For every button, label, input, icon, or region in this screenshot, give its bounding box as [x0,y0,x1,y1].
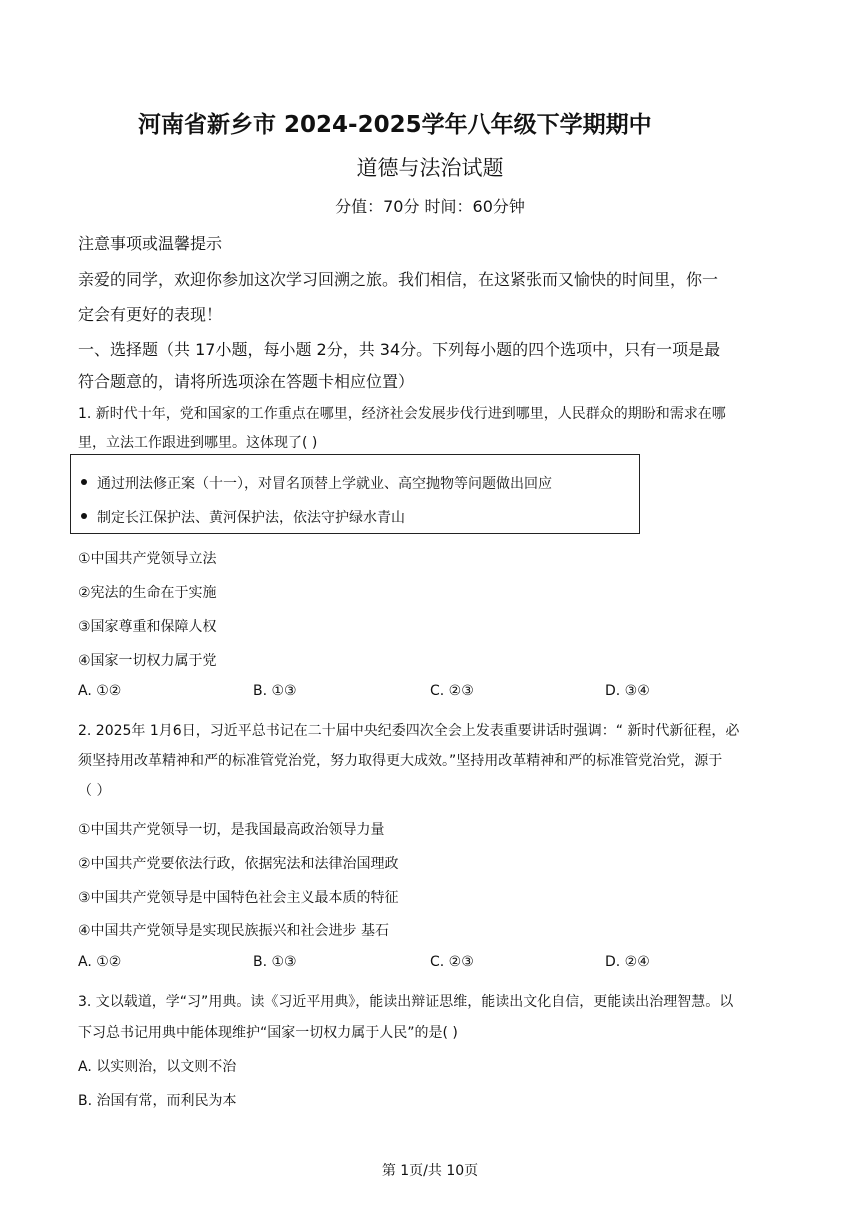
notice-line-2: 定会有更好的表现！ [78,305,223,324]
notice-line-1: 亲爱的同学，欢迎你参加这次学习回溯之旅。我们相信，在这紧张而又愉快的时间里，你一 [78,270,719,289]
notice-heading: 注意事项或温馨提示 [78,234,223,253]
q1-option-d[interactable]: D. ③④ [605,683,650,699]
q3-stem-line-1: 3. 文以载道，学“习”用典。读《习近平用典》，能读出辩证思维，能读出文化自信，更能读出治理智慧。以 [78,994,734,1010]
q1-statement-1: ①中国共产党领导立法 [78,551,217,567]
page-subtitle: 道德与法治试题 [356,156,504,180]
q2-statement-2: ②中国共产党要依法行政，依据宪法和法律治国理政 [78,856,399,872]
score-time-info: 分值：70分 时间：60分钟 [335,197,525,216]
bullet-icon [81,513,87,519]
q3-option-a[interactable]: A. 以实则治，以文则不治 [78,1059,237,1075]
q1-material-box [70,454,640,534]
q1-material-item: 通过刑法修正案（十一），对冒名顶替上学就业、高空抛物等问题做出回应 [81,473,552,493]
q3-option-b[interactable]: B. 治国有常，而利民为本 [78,1093,237,1109]
q2-option-c[interactable]: C. ②③ [430,954,474,970]
q2-statement-3: ③中国共产党领导是中国特色社会主义最本质的特征 [78,890,399,906]
q1-statement-2: ②宪法的生命在于实施 [78,585,217,601]
q1-stem-line-2: 里，立法工作跟进到哪里。这体现了( ) [78,435,318,451]
bullet-icon [81,479,87,485]
q3-stem-line-2: 下习总书记用典中能体现维护“国家一切权力属于人民”的是( ) [78,1025,458,1041]
section-heading-line-1: 一、选择题（共 17小题，每小题 2分，共 34分。下列每小题的四个选项中，只有一项是最 [78,340,721,359]
section-heading-line-2: 符合题意的，请将所选项涂在答题卡相应位置） [78,372,415,391]
q1-option-c[interactable]: C. ②③ [430,683,474,699]
q2-stem-line-2: 须坚持用改革精神和严的标准管党治党，努力取得更大成效。”坚持用改革精神和严的标准管党治党，源于 [78,753,723,769]
q2-option-d[interactable]: D. ②④ [605,954,650,970]
page-number: 第 1页/共 10页 [381,1163,479,1179]
q2-option-a[interactable]: A. ①② [78,954,122,970]
q1-option-b[interactable]: B. ①③ [253,683,297,699]
q2-stem-line-3: （ ） [78,783,111,799]
q2-option-b[interactable]: B. ①③ [253,954,297,970]
q2-statement-4: ④中国共产党领导是实现民族振兴和社会进步 基石 [78,923,389,939]
q1-option-a[interactable]: A. ①② [78,683,122,699]
q2-statement-1: ①中国共产党领导一切，是我国最高政治领导力量 [78,822,385,838]
q1-statement-4: ④国家一切权力属于党 [78,653,217,669]
q1-material-item: 制定长江保护法、黄河保护法，依法守护绿水青山 [81,507,405,527]
q2-stem-line-1: 2. 2025年 1月6日，习近平总书记在二十届中央纪委四次全会上发表重要讲话时强调：“ 新时代新征程，必 [78,723,740,739]
q1-stem-line-1: 1. 新时代十年，党和国家的工作重点在哪里，经济社会发展步伐行进到哪里，人民群众的期盼和需求在哪 [78,406,726,422]
page-title: 河南省新乡市 2024-2025学年八年级下学期期中 [138,112,652,138]
q1-statement-3: ③国家尊重和保障人权 [78,619,217,635]
